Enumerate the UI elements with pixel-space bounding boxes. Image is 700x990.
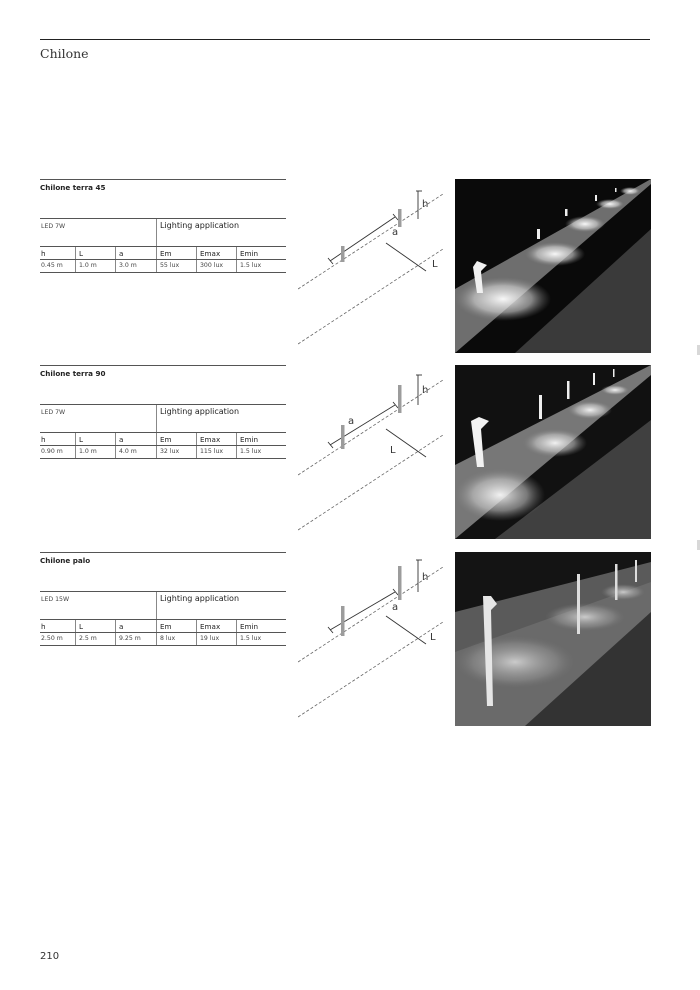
value-a: 4.0 m xyxy=(119,448,137,455)
value-l: 1.0 m xyxy=(79,448,97,455)
header-emin: Emin xyxy=(240,435,259,444)
value-a: 3.0 m xyxy=(119,262,137,269)
lamp-power: LED 15W xyxy=(41,596,70,603)
value-h: 2.50 m xyxy=(41,635,63,642)
value-em: 55 lux xyxy=(160,262,180,269)
diagram-label-a: a xyxy=(392,602,399,613)
fixture-near xyxy=(341,246,345,262)
value-emin: 1.5 lux xyxy=(240,448,262,455)
spec-header-row xyxy=(40,218,286,247)
header-l: L xyxy=(79,622,84,631)
fixture-far xyxy=(398,385,402,413)
section-rule xyxy=(40,365,286,366)
page-number: 210 xyxy=(40,951,60,962)
diagram-label-h: h xyxy=(422,385,429,396)
value-em: 32 lux xyxy=(160,448,180,455)
header-a: a xyxy=(119,435,124,444)
spec-header-row xyxy=(40,404,286,433)
fixture-far xyxy=(398,209,402,227)
page-title: Chilone xyxy=(40,46,89,61)
section-title: Chilone palo xyxy=(40,556,91,565)
diagram-label-l: L xyxy=(390,445,396,456)
installation-diagram xyxy=(298,552,448,727)
installation-diagram xyxy=(298,179,448,354)
lighting-application-label: Lighting application xyxy=(160,594,240,603)
header-h: h xyxy=(41,249,46,258)
value-h: 0.90 m xyxy=(41,448,63,455)
product-section-terra-45 xyxy=(40,179,650,354)
lighting-render-image xyxy=(455,365,651,539)
value-emin: 1.5 lux xyxy=(240,262,262,269)
header-h: h xyxy=(41,435,46,444)
spec-table xyxy=(40,591,286,646)
section-title: Chilone terra 45 xyxy=(40,183,106,192)
header-a: a xyxy=(119,249,124,258)
fixture-near xyxy=(341,425,345,449)
diagram-label-h: h xyxy=(422,572,429,583)
header-emin: Emin xyxy=(240,622,259,631)
installation-diagram xyxy=(298,365,448,540)
value-emax: 115 lux xyxy=(200,448,224,455)
header-emax: Emax xyxy=(200,435,221,444)
lighting-render-image xyxy=(455,552,651,726)
value-l: 2.5 m xyxy=(79,635,97,642)
diagram-label-a: a xyxy=(348,416,355,427)
header-emax: Emax xyxy=(200,249,221,258)
spec-column-headers xyxy=(40,620,286,633)
fixture-far xyxy=(398,566,402,600)
header-em: Em xyxy=(160,249,172,258)
product-section-palo xyxy=(40,552,650,727)
product-section-terra-90 xyxy=(40,365,650,540)
header-em: Em xyxy=(160,435,172,444)
top-rule xyxy=(40,39,650,40)
spec-table xyxy=(40,218,286,273)
diagram-label-a: a xyxy=(392,227,399,238)
spec-header-row xyxy=(40,591,286,620)
diagram-label-l: L xyxy=(430,632,436,643)
value-h: 0.45 m xyxy=(41,262,63,269)
spec-values-row xyxy=(40,633,286,646)
section-rule xyxy=(40,552,286,553)
value-emin: 1.5 lux xyxy=(240,635,262,642)
lighting-application-label: Lighting application xyxy=(160,221,240,230)
spec-values-row xyxy=(40,446,286,459)
value-l: 1.0 m xyxy=(79,262,97,269)
lamp-power: LED 7W xyxy=(41,409,66,416)
value-emax: 300 lux xyxy=(200,262,224,269)
fixture-near xyxy=(341,606,345,636)
header-l: L xyxy=(79,435,84,444)
value-a: 9.25 m xyxy=(119,635,141,642)
header-em: Em xyxy=(160,622,172,631)
spec-values-row xyxy=(40,260,286,273)
header-l: L xyxy=(79,249,84,258)
lighting-render-image xyxy=(455,179,651,353)
value-em: 8 lux xyxy=(160,635,176,642)
header-emin: Emin xyxy=(240,249,259,258)
spec-column-headers xyxy=(40,433,286,446)
spec-column-headers xyxy=(40,247,286,260)
diagram-label-l: L xyxy=(432,259,438,270)
header-a: a xyxy=(119,622,124,631)
section-rule xyxy=(40,179,286,180)
header-emax: Emax xyxy=(200,622,221,631)
section-title: Chilone terra 90 xyxy=(40,369,106,378)
value-emax: 19 lux xyxy=(200,635,220,642)
lighting-application-label: Lighting application xyxy=(160,407,240,416)
spec-table xyxy=(40,404,286,459)
diagram-label-h: h xyxy=(422,199,429,210)
lamp-power: LED 7W xyxy=(41,223,66,230)
header-h: h xyxy=(41,622,46,631)
